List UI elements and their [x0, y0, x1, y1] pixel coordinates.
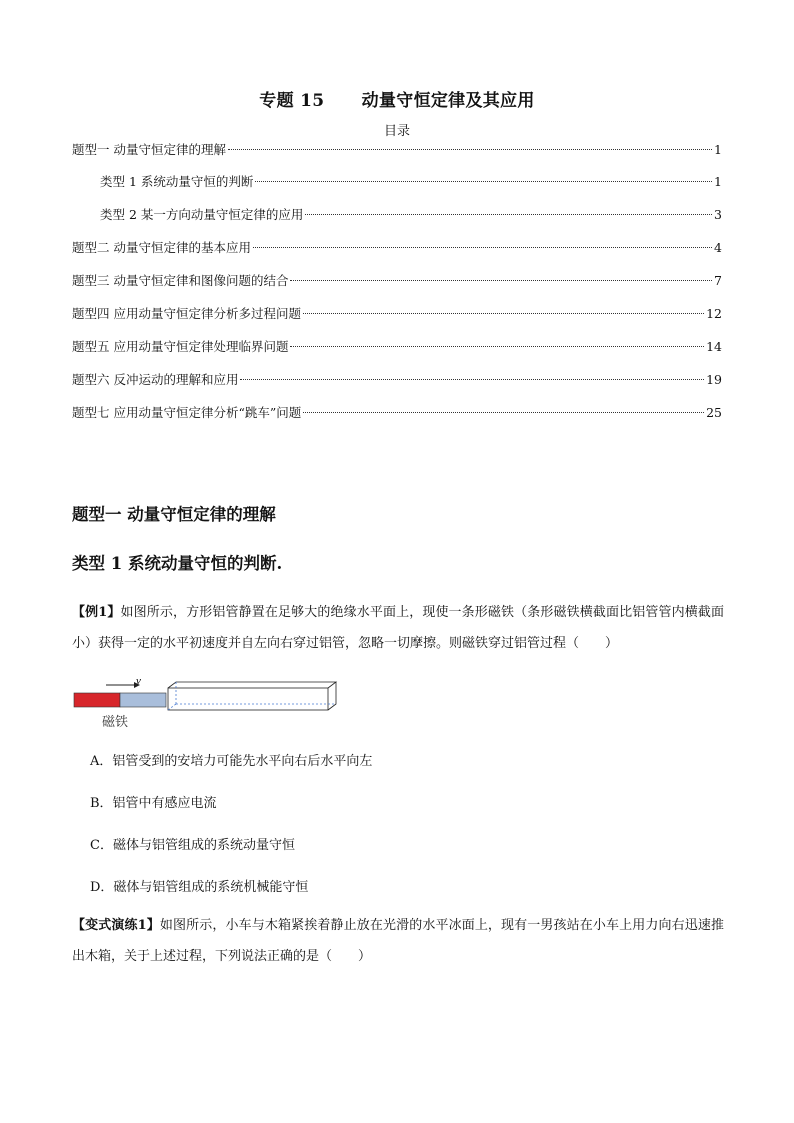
subsection-heading: 类型 1 系统动量守恒的判断. — [72, 554, 283, 573]
toc-entry-page: 12 — [706, 306, 722, 321]
variant-1-tag: 【变式演练1】 — [72, 918, 160, 933]
toc-entry[interactable] — [72, 337, 722, 357]
toc-entry[interactable] — [72, 304, 722, 324]
toc-entry-page: 19 — [706, 372, 722, 387]
magnet-label: 磁铁 — [102, 715, 129, 730]
option-a[interactable]: A．铝管受到的安培力可能先水平向右后水平向左 — [90, 754, 373, 769]
toc-leader-dots — [240, 379, 704, 380]
toc-leader-dots — [303, 412, 704, 413]
example-1-question — [72, 597, 724, 659]
variant-1-text: 如图所示，小车与木箱紧挨着静止放在光滑的水平冰面上，现有一男孩站在小车上用力向右迅速推出木箱，关于上述过程，下列说法正确的是（ ） — [72, 918, 724, 964]
toc-entry[interactable] — [72, 140, 722, 160]
toc-entry[interactable] — [72, 172, 722, 192]
toc-entry-label: 类型 2 某一方向动量守恒定律的应用 — [100, 207, 304, 222]
aluminum-tube — [168, 682, 336, 710]
example-1-tag: 【例1】 — [72, 605, 121, 620]
toc-entry[interactable] — [72, 238, 722, 258]
toc-entry-page: 1 — [714, 142, 722, 157]
toc-entry-label: 题型三 动量守恒定律和图像问题的结合 — [72, 273, 289, 288]
toc-entry-label: 题型七 应用动量守恒定律分析“跳车”问题 — [72, 405, 302, 420]
toc-entry-page: 3 — [714, 207, 722, 222]
toc-leader-dots — [290, 280, 712, 281]
option-c[interactable]: C．磁体与铝管组成的系统动量守恒 — [90, 838, 295, 853]
toc-entry-label: 题型二 动量守恒定律的基本应用 — [72, 240, 251, 255]
toc-leader-dots — [305, 214, 712, 215]
toc-leader-dots — [303, 313, 704, 314]
section-heading: 题型一 动量守恒定律的理解 — [72, 505, 276, 524]
velocity-label: v — [136, 675, 141, 687]
toc-entry-label: 题型六 反冲运动的理解和应用 — [72, 372, 239, 387]
option-b[interactable]: B．铝管中有感应电流 — [90, 796, 217, 811]
toc-entry[interactable] — [72, 205, 722, 225]
toc-leader-dots — [253, 247, 712, 248]
toc-leader-dots — [228, 149, 712, 150]
toc-leader-dots — [255, 181, 712, 182]
variant-1-question — [72, 910, 724, 972]
example-1-text: 如图所示，方形铝管静置在足够大的绝缘水平面上，现使一条形磁铁（条形磁铁横截面比铝管管内横截面小）获得一定的水平初速度并自左向右穿过铝管，忽略一切摩擦。则磁铁穿过铝管过程（ ） — [72, 605, 724, 651]
option-d[interactable]: D．磁体与铝管组成的系统机械能守恒 — [90, 880, 309, 895]
magnet-tube-figure — [72, 674, 352, 734]
toc-entry-label: 题型四 应用动量守恒定律分析多过程问题 — [72, 306, 301, 321]
toc-entry-page: 1 — [714, 174, 722, 189]
toc-leader-dots — [290, 346, 704, 347]
toc-entry[interactable] — [72, 403, 722, 423]
toc-entry-label: 类型 1 系统动量守恒的判断 — [100, 174, 254, 189]
toc-entry[interactable] — [72, 370, 722, 390]
toc-heading: 目录 — [383, 124, 410, 139]
toc-entry-page: 14 — [706, 339, 722, 354]
toc-entry-page: 7 — [714, 273, 722, 288]
toc-entry-page: 4 — [714, 240, 722, 255]
toc-entry-page: 25 — [706, 405, 722, 420]
magnet-red-half — [74, 693, 120, 707]
toc-entry[interactable] — [72, 271, 722, 291]
toc-entry-label: 题型五 应用动量守恒定律处理临界问题 — [72, 339, 289, 354]
toc-entry-label: 题型一 动量守恒定律的理解 — [72, 142, 226, 157]
document-title: 专题 15 动量守恒定律及其应用 — [259, 91, 535, 111]
magnet-blue-half — [120, 693, 166, 707]
